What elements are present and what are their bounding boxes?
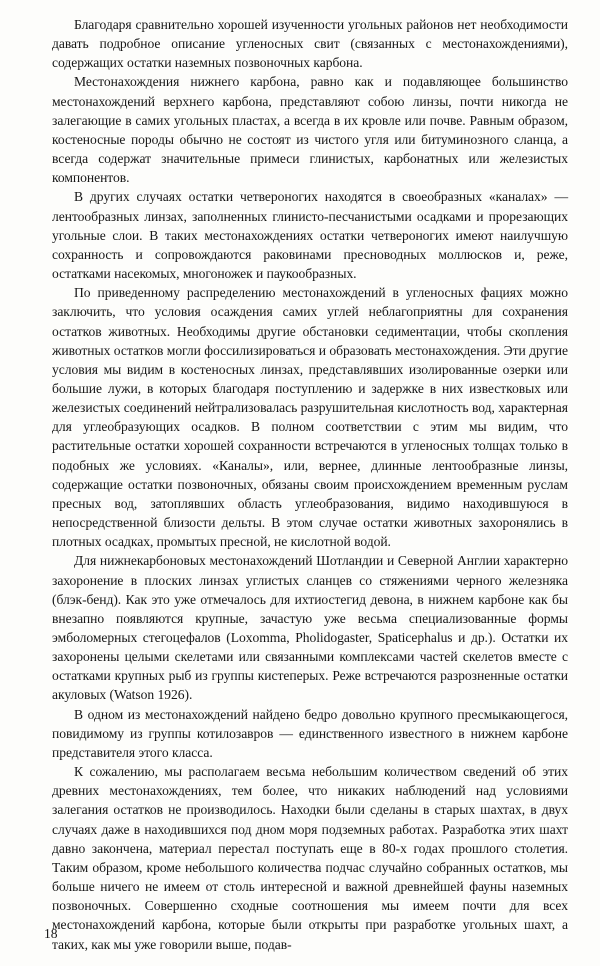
paragraph-3: В других случаях остатки четвероногих находятся в своеобразных «каналах» — лентообразных линзах, заполненных глинисто-песчанистыми осадками и прорезающих угольные слои. В таких местонахождениях остатки четвероногих имеют наилучшую сохранность и сопровождаются раковинами пресноводных моллюсков и, реже, остатками насекомых, многоножек и паукообразных. bbox=[52, 189, 568, 282]
paragraph-2: Местонахождения нижнего карбона, равно как и подавляющее большинство местонахождений верхнего карбона, представляют собою линзы, почти никогда не залегающие в самих угольных пластах, а всегда в их кровле или почве. Равным образом, костеносные породы обычно не состоят из чистого угля или битуминозного сланца, а всегда содержат значительные примеси глинистых, карбонатных или железистых компонентов. bbox=[52, 74, 568, 186]
paragraph-4: По приведенному распределению местонахождений в угленосных фациях можно заключить, что условия осаждения самих углей неблагоприятны для сохранения остатков животных. Необходимы другие обстановки седиментации, чтобы скопления животных остатков могли фоссилизироваться и образовать местонахождения. Эти другие условия мы видим в костеносных линзах, представлявших изолированные озерки или большие лужи, в которых благодаря поступлению и задержке в них известковых или железистых соединений нейтрализовалась разрушительная кислотность вод, характерная для углеобразующих осадков. В полном соответствии с этим мы видим, что растительные остатки хорошей сохранности встречаются в угленосных толщах только в подобных же условиях. «Каналы», или, вернее, длинные лентообразные линзы, содержащие остатки позвоночных, обязаны своим происхождением временным руслам пресных вод, затоплявших область углеобразования, видимо находившуюся в непосредственной близости дельты. В этом случае остатки животных захоронялись в плотных осадках, промытых пресной, не кислотной водой. bbox=[52, 285, 568, 550]
paragraph-5: Для нижнекарбоновых местонахождений Шотландии и Северной Англии характерно захоронение в плоских линзах углистых сланцев со стяжениями черного железняка (блэк-бенд). Как это уже отмечалось для ихтиостегид девона, в нижнем карбоне как бы внезапно появляются крупные, зачастую уже весьма специализованные формы эмболомерных стегоцефалов (Loxomma, Pholidogaster, Spaticephalus и др.). Остатки их захоронены целыми скелетами или связанными комплексами частей скелетов вместе с остатками крупных рыб из группы кистеперых. Реже встречаются разрозненные остатки акуловых (Watson 1926). bbox=[52, 553, 568, 703]
page-number: 18 bbox=[44, 926, 58, 941]
paragraph-1: Благодаря сравнительно хорошей изученности угольных районов нет необходимости давать подробное описание угленосных свит (связанных с местонахождениями), содержащих остатки наземных позвоночных карбона. bbox=[52, 17, 568, 71]
paragraph-6: В одном из местонахождений найдено бедро довольно крупного пресмыкающегося, повидимому из группы котилозавров — единственного известного в нижнем карбоне представителя этого класса. bbox=[52, 706, 568, 760]
body-text bbox=[52, 15, 568, 954]
paragraph-7: К сожалению, мы располагаем весьма небольшим количеством сведений об этих древних местонахождениях, тем более, что никаких наблюдений над условиями залегания остатков не производилось. Находки были сделаны в старых шахтах, в двух случаях даже в находившихся под дном моря подземных работах. Разработка этих шахт давно закончена, материал перестал поступать еще в 80-х годах прошлого столетия. Таким образом, кроме небольшого количества подчас случайно собранных остатков, мы больше ничего не имеем от столь интересной и важной древнейшей фауны наземных позвоночных. Совершенно сходные соотношения мы имеем почти для всех местонахождений карбона, которые были открыты при разработке угольных шахт, а таких, как мы уже говорили выше, подав- bbox=[52, 764, 568, 952]
